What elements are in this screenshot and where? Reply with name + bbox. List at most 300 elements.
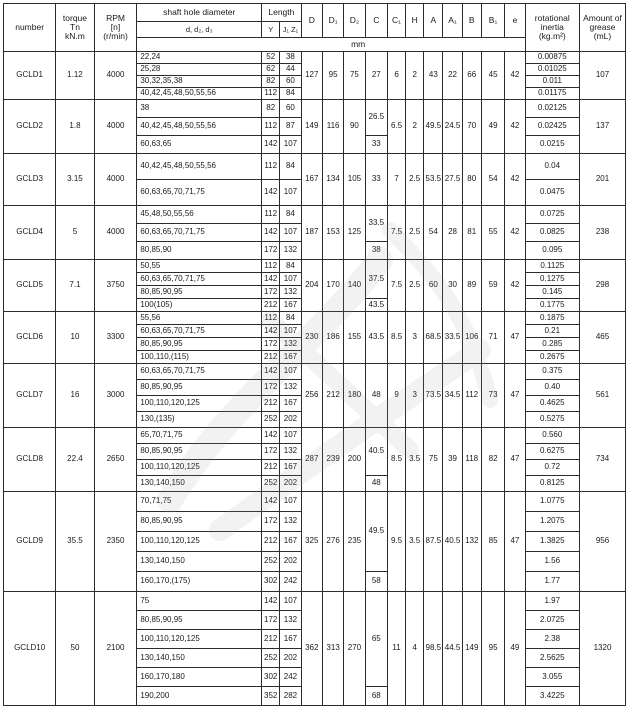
inertia-cell: 3.055 [525, 668, 579, 687]
inertia-cell: 0.6275 [525, 444, 579, 460]
inertia-cell: 0.1775 [525, 299, 579, 312]
length-j1-cell: 202 [280, 412, 301, 428]
inertia-cell: 0.0825 [525, 224, 579, 242]
length-j1-cell: 242 [280, 668, 301, 687]
length-y-cell: 112 [262, 118, 280, 136]
table-row [4, 364, 626, 380]
model-cell: GCLD3 [4, 154, 56, 206]
length-j1-cell: 202 [280, 552, 301, 572]
a-cell: 98.5 [424, 592, 443, 706]
j1z1-header: J₁ Z₁ [280, 22, 301, 38]
inertia-cell: 0.145 [525, 286, 579, 299]
d2-cell: 140 [344, 260, 365, 312]
b1-cell: 71 [481, 312, 504, 364]
length-y-cell: 142 [262, 364, 280, 380]
a1-cell: 40.5 [443, 492, 462, 592]
length-y-cell: 142 [262, 428, 280, 444]
inertia-cell: 1.2075 [525, 512, 579, 532]
inertia-cell: 0.00875 [525, 52, 579, 64]
d-cell: 325 [301, 492, 322, 592]
shaft-diameter-cell: 60,63,65 [137, 136, 262, 154]
c-header: C [365, 4, 387, 38]
length-y-cell: 172 [262, 242, 280, 260]
y-header: Y [262, 22, 280, 38]
c-cell: 49.5 [365, 492, 387, 572]
length-j1-cell: 60 [280, 76, 301, 88]
length-y-cell: 212 [262, 630, 280, 649]
shaft-diameter-cell: 80,85,90,95 [137, 444, 262, 460]
d2-cell: 125 [344, 206, 365, 260]
inertia-cell: 0.40 [525, 380, 579, 396]
b-cell: 80 [462, 154, 481, 206]
rpm-cell: 2650 [94, 428, 137, 492]
shaft-diameter-cell: 60,63,65,70,71,75 [137, 364, 262, 380]
length-header: Length [262, 4, 301, 22]
shaft-diameter-cell: 130,(135) [137, 412, 262, 428]
shaft-diameter-cell: 40,42,45,48,50,55,56 [137, 88, 262, 100]
b-cell: 81 [462, 206, 481, 260]
e-cell: 42 [505, 52, 525, 100]
c1-cell: 6.5 [387, 100, 405, 154]
a1-header: A₁ [443, 4, 462, 38]
shaft-diameter-cell: 70,71,75 [137, 492, 262, 512]
inertia-cell: 1.3825 [525, 532, 579, 552]
grease-cell: 137 [579, 100, 625, 154]
inertia-cell: 0.0215 [525, 136, 579, 154]
inertia-cell: 0.04 [525, 154, 579, 180]
table-row [4, 206, 626, 224]
a1-cell: 22 [443, 52, 462, 100]
d1-cell: 134 [322, 154, 343, 206]
length-y-cell: 112 [262, 154, 280, 180]
c-alt-cell: 33 [365, 136, 387, 154]
length-j1-cell: 107 [280, 325, 301, 338]
length-j1-cell: 132 [280, 286, 301, 299]
length-y-cell: 52 [262, 52, 280, 64]
shaft-diameter-cell: 22,24 [137, 52, 262, 64]
inertia-cell: 0.5275 [525, 412, 579, 428]
model-cell: GCLD9 [4, 492, 56, 592]
table-row [4, 100, 626, 118]
d1-cell: 239 [322, 428, 343, 492]
e-cell: 42 [505, 154, 525, 206]
d2-cell: 105 [344, 154, 365, 206]
length-y-cell: 142 [262, 592, 280, 611]
d2-cell: 200 [344, 428, 365, 492]
d-cell: 149 [301, 100, 322, 154]
shaft-diameter-cell: 40,42,45,48,50,55,56 [137, 118, 262, 136]
shaft-diameter-cell: 25,28 [137, 64, 262, 76]
length-y-cell: 112 [262, 88, 280, 100]
length-j1-cell: 44 [280, 64, 301, 76]
model-cell: GCLD7 [4, 364, 56, 428]
rpm-header [94, 4, 137, 52]
a-cell: 49.5 [424, 100, 443, 154]
rpm-cell: 4000 [94, 100, 137, 154]
length-y-cell: 112 [262, 312, 280, 325]
inertia-cell: 0.0475 [525, 180, 579, 206]
d2-header: D₂ [344, 4, 365, 38]
inertia-cell: 0.8125 [525, 476, 579, 492]
shaft-diameter-cell: 60,63,65,70,71,75 [137, 325, 262, 338]
inertia-cell: 2.38 [525, 630, 579, 649]
b-cell: 112 [462, 364, 481, 428]
d-cell: 362 [301, 592, 322, 706]
h-header: H [406, 4, 424, 38]
grease-cell: 561 [579, 364, 625, 428]
b-cell: 89 [462, 260, 481, 312]
e-cell: 47 [505, 364, 525, 428]
torque-header-unit-1: Tn [70, 22, 80, 33]
table-body [4, 52, 626, 706]
b1-cell: 95 [481, 592, 504, 706]
torque-header-label: torque [62, 13, 88, 24]
grease-header-unit: (mL) [593, 30, 612, 41]
a-cell: 54 [424, 206, 443, 260]
length-y-cell: 142 [262, 492, 280, 512]
inertia-cell: 0.0725 [525, 206, 579, 224]
length-j1-cell: 107 [280, 180, 301, 206]
c-cell: 33.5 [365, 206, 387, 242]
length-y-cell: 212 [262, 396, 280, 412]
rpm-cell: 4000 [94, 206, 137, 260]
a1-cell: 44.5 [443, 592, 462, 706]
inertia-cell: 0.72 [525, 460, 579, 476]
length-j1-cell: 107 [280, 592, 301, 611]
d2-cell: 270 [344, 592, 365, 706]
table-row [4, 52, 626, 64]
inertia-header-label: rotational inertia [534, 13, 570, 33]
d-cell: 287 [301, 428, 322, 492]
e-cell: 47 [505, 428, 525, 492]
length-y-cell: 172 [262, 286, 280, 299]
length-y-cell: 142 [262, 273, 280, 286]
shaft-diameter-cell: 80,85,90,95 [137, 338, 262, 351]
length-j1-cell: 107 [280, 136, 301, 154]
model-cell: GCLD8 [4, 428, 56, 492]
h-cell: 3.5 [406, 428, 424, 492]
b-cell: 66 [462, 52, 481, 100]
length-y-cell: 212 [262, 351, 280, 364]
model-cell: GCLD2 [4, 100, 56, 154]
shaft-diameter-cell: 80,85,90,95 [137, 286, 262, 299]
shaft-diameter-cell: 100,110,120,125 [137, 396, 262, 412]
length-j1-cell: 107 [280, 492, 301, 512]
h-cell: 4 [406, 592, 424, 706]
length-j1-cell: 167 [280, 299, 301, 312]
c-alt-cell: 48 [365, 476, 387, 492]
length-j1-cell: 202 [280, 649, 301, 668]
d1-cell: 116 [322, 100, 343, 154]
c-cell: 40.5 [365, 428, 387, 476]
h-cell: 2 [406, 100, 424, 154]
rpm-header-unit-1: [n] [110, 22, 121, 33]
b-cell: 106 [462, 312, 481, 364]
b1-cell: 85 [481, 492, 504, 592]
table-row [4, 592, 626, 611]
length-j1-cell: 132 [280, 338, 301, 351]
rpm-cell: 2100 [94, 592, 137, 706]
shaft-diameter-cell: 60,63,65,70,71,75 [137, 180, 262, 206]
inertia-cell: 0.1875 [525, 312, 579, 325]
h-cell: 3 [406, 364, 424, 428]
length-j1-cell: 132 [280, 611, 301, 630]
c1-cell: 7.5 [387, 260, 405, 312]
a-cell: 87.5 [424, 492, 443, 592]
length-j1-cell: 107 [280, 428, 301, 444]
a1-cell: 27.5 [443, 154, 462, 206]
rpm-cell: 2350 [94, 492, 137, 592]
b-cell: 118 [462, 428, 481, 492]
c-alt-cell: 43.5 [365, 299, 387, 312]
d-cell: 127 [301, 52, 322, 100]
torque-cell: 1.8 [56, 100, 94, 154]
h-cell: 2.5 [406, 206, 424, 260]
inertia-cell: 0.4625 [525, 396, 579, 412]
torque-cell: 10 [56, 312, 94, 364]
d2-cell: 75 [344, 52, 365, 100]
h-cell: 2 [406, 52, 424, 100]
length-j1-cell: 167 [280, 630, 301, 649]
inertia-cell: 1.97 [525, 592, 579, 611]
c1-cell: 9.5 [387, 492, 405, 592]
b1-cell: 82 [481, 428, 504, 492]
length-j1-cell: 132 [280, 380, 301, 396]
rpm-header-label: RPM [106, 13, 125, 24]
shaft-diameter-cell: 130,140,150 [137, 476, 262, 492]
shaft-diameter-cell: 60,63,65,70,71,75 [137, 224, 262, 242]
torque-cell: 22.4 [56, 428, 94, 492]
shaft-diameter-cell: 55,56 [137, 312, 262, 325]
c-cell: 26.5 [365, 100, 387, 136]
shaft-sub-header: d, d₂, d₃ [137, 22, 262, 38]
shaft-diameter-cell: 80,85,90,95 [137, 512, 262, 532]
c-alt-cell: 38 [365, 242, 387, 260]
a1-cell: 39 [443, 428, 462, 492]
shaft-diameter-cell: 160,170,(175) [137, 572, 262, 592]
table-row [4, 492, 626, 512]
shaft-diameter-cell: 30,32,35,38 [137, 76, 262, 88]
inertia-cell: 0.1125 [525, 260, 579, 273]
rpm-cell: 3000 [94, 364, 137, 428]
inertia-cell: 0.095 [525, 242, 579, 260]
a-header: A [424, 4, 443, 38]
shaft-diameter-cell: 130,140,150 [137, 649, 262, 668]
length-y-cell: 82 [262, 100, 280, 118]
shaft-diameter-cell: 80,85,90,95 [137, 380, 262, 396]
d2-cell: 235 [344, 492, 365, 592]
model-cell: GCLD5 [4, 260, 56, 312]
shaft-diameter-cell: 100(105) [137, 299, 262, 312]
inertia-cell: 0.011 [525, 76, 579, 88]
shaft-diameter-cell: 75 [137, 592, 262, 611]
inertia-cell: 1.56 [525, 552, 579, 572]
b1-cell: 55 [481, 206, 504, 260]
h-cell: 2.5 [406, 260, 424, 312]
length-y-cell: 172 [262, 512, 280, 532]
shaft-diameter-cell: 190,200 [137, 687, 262, 706]
rpm-cell: 4000 [94, 52, 137, 100]
a1-cell: 33.5 [443, 312, 462, 364]
b1-cell: 73 [481, 364, 504, 428]
b-cell: 70 [462, 100, 481, 154]
b-cell: 149 [462, 592, 481, 706]
inertia-header-unit: (kg.m²) [538, 30, 566, 41]
c-alt-cell: 68 [365, 687, 387, 706]
model-cell: GCLD10 [4, 592, 56, 706]
c1-cell: 7 [387, 154, 405, 206]
a1-cell: 24.5 [443, 100, 462, 154]
length-y-cell: 212 [262, 460, 280, 476]
grease-cell: 298 [579, 260, 625, 312]
a1-cell: 28 [443, 206, 462, 260]
c1-cell: 7.5 [387, 206, 405, 260]
rpm-cell: 3300 [94, 312, 137, 364]
e-cell: 49 [505, 592, 525, 706]
a1-cell: 30 [443, 260, 462, 312]
shaft-diameter-cell: 50,55 [137, 260, 262, 273]
h-cell: 3.5 [406, 492, 424, 592]
inertia-cell: 2.5625 [525, 649, 579, 668]
length-j1-cell: 242 [280, 572, 301, 592]
c1-cell: 8.5 [387, 428, 405, 492]
shaft-diameter-cell: 45,48,50,55,56 [137, 206, 262, 224]
h-cell: 2.5 [406, 154, 424, 206]
length-j1-cell: 107 [280, 224, 301, 242]
coupling-spec-table [3, 3, 626, 706]
length-j1-cell: 84 [280, 154, 301, 180]
b1-cell: 59 [481, 260, 504, 312]
torque-cell: 5 [56, 206, 94, 260]
length-y-cell: 142 [262, 224, 280, 242]
length-j1-cell: 167 [280, 460, 301, 476]
c-cell: 33 [365, 154, 387, 206]
e-cell: 42 [505, 100, 525, 154]
length-j1-cell: 282 [280, 687, 301, 706]
length-j1-cell: 132 [280, 512, 301, 532]
model-cell: GCLD4 [4, 206, 56, 260]
inertia-cell: 0.01175 [525, 88, 579, 100]
length-y-cell: 252 [262, 476, 280, 492]
torque-cell: 3.15 [56, 154, 94, 206]
table-row [4, 428, 626, 444]
d-header: D [301, 4, 322, 38]
table-row [4, 154, 626, 180]
e-cell: 47 [505, 312, 525, 364]
shaft-diameter-cell: 160,170,180 [137, 668, 262, 687]
b1-header: B₁ [481, 4, 504, 38]
e-cell: 47 [505, 492, 525, 592]
e-cell: 42 [505, 206, 525, 260]
inertia-cell: 1.77 [525, 572, 579, 592]
a-cell: 43 [424, 52, 443, 100]
shaft-diameter-cell: 80,85,90,95 [137, 611, 262, 630]
a-cell: 53.5 [424, 154, 443, 206]
length-j1-cell: 202 [280, 476, 301, 492]
d-cell: 230 [301, 312, 322, 364]
grease-cell: 734 [579, 428, 625, 492]
rpm-cell: 3750 [94, 260, 137, 312]
shaft-diameter-cell: 38 [137, 100, 262, 118]
length-j1-cell: 84 [280, 88, 301, 100]
mm-unit-header: mm [137, 38, 580, 52]
inertia-cell: 0.560 [525, 428, 579, 444]
c-cell: 27 [365, 52, 387, 100]
length-j1-cell: 38 [280, 52, 301, 64]
b-cell: 132 [462, 492, 481, 592]
d-cell: 167 [301, 154, 322, 206]
model-cell: GCLD6 [4, 312, 56, 364]
grease-cell: 1320 [579, 592, 625, 706]
d2-cell: 90 [344, 100, 365, 154]
length-y-cell: 62 [262, 64, 280, 76]
inertia-cell: 0.1275 [525, 273, 579, 286]
d2-cell: 155 [344, 312, 365, 364]
a-cell: 73.5 [424, 364, 443, 428]
grease-header-label: Amount of grease [583, 13, 622, 33]
length-y-cell: 252 [262, 552, 280, 572]
length-j1-cell: 167 [280, 532, 301, 552]
shaft-diameter-cell: 60,63,65,70,71,75 [137, 273, 262, 286]
length-y-cell: 172 [262, 611, 280, 630]
length-y-cell: 142 [262, 325, 280, 338]
b1-cell: 49 [481, 100, 504, 154]
length-j1-cell: 132 [280, 444, 301, 460]
shaft-diameter-cell: 130,140,150 [137, 552, 262, 572]
torque-header-unit-2: kN.m [65, 30, 85, 41]
c1-cell: 6 [387, 52, 405, 100]
length-j1-cell: 84 [280, 312, 301, 325]
length-j1-cell: 107 [280, 364, 301, 380]
a-cell: 60 [424, 260, 443, 312]
d1-cell: 313 [322, 592, 343, 706]
shaft-hole-header: shaft hole diameter [137, 4, 262, 22]
length-j1-cell: 167 [280, 396, 301, 412]
grease-cell: 107 [579, 52, 625, 100]
d1-cell: 212 [322, 364, 343, 428]
d-cell: 204 [301, 260, 322, 312]
d1-cell: 186 [322, 312, 343, 364]
table-row [4, 312, 626, 325]
grease-cell: 465 [579, 312, 625, 364]
torque-cell: 35.5 [56, 492, 94, 592]
shaft-diameter-cell: 100,110,(115) [137, 351, 262, 364]
inertia-cell: 3.4225 [525, 687, 579, 706]
length-y-cell: 302 [262, 668, 280, 687]
grease-cell: 238 [579, 206, 625, 260]
inertia-cell: 0.01025 [525, 64, 579, 76]
h-cell: 3 [406, 312, 424, 364]
length-y-cell: 142 [262, 180, 280, 206]
c1-cell: 11 [387, 592, 405, 706]
d2-cell: 180 [344, 364, 365, 428]
length-j1-cell: 84 [280, 260, 301, 273]
inertia-cell: 0.2675 [525, 351, 579, 364]
e-header: e [505, 4, 525, 38]
length-y-cell: 172 [262, 444, 280, 460]
rpm-cell: 4000 [94, 154, 137, 206]
c-alt-cell: 58 [365, 572, 387, 592]
a-cell: 68.5 [424, 312, 443, 364]
d-cell: 187 [301, 206, 322, 260]
rpm-header-unit-2: (r/min) [103, 30, 128, 41]
shaft-diameter-cell: 65,70,71,75 [137, 428, 262, 444]
inertia-cell: 1.0775 [525, 492, 579, 512]
length-j1-cell: 132 [280, 242, 301, 260]
shaft-diameter-cell: 80,85,90 [137, 242, 262, 260]
length-y-cell: 212 [262, 299, 280, 312]
torque-header [56, 4, 94, 52]
